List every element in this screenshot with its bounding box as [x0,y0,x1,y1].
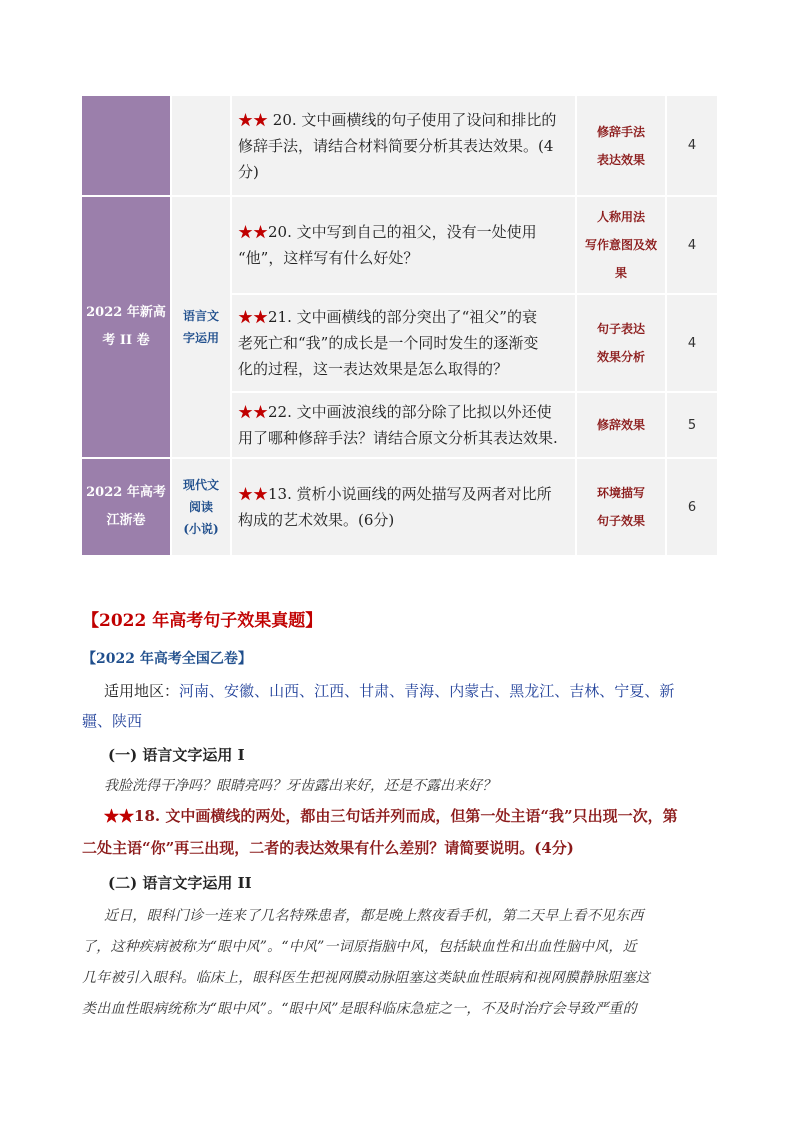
point-cell [577,393,665,457]
score-cell: 4 [667,295,717,391]
point-text: 写作意图及效 [584,238,657,252]
score-cell: 6 [667,459,717,555]
point-text: 修辞效果 [596,418,645,432]
region: 新 [659,682,675,700]
region: 甘肃 [359,682,390,700]
category-cell [172,197,230,457]
question-text: 修辞手法，请结合材料简要分析其表达效果。(4 [238,136,554,155]
part-heading: (二) 语言文字运用 II [108,874,252,892]
question-text: 化的过程，这一表达效果是怎么取得的？ [238,360,509,378]
exam-name: 江浙卷 [106,513,146,528]
difficulty-stars: ★★ [238,485,269,503]
region: 内蒙古 [449,682,495,700]
region: 吉林 [569,682,600,700]
regions-line-2: 疆、陕西 [82,712,143,730]
paragraph-line: 了，这种疾病被称为“眼中风”。“中风”一词原指脑中风，包括缺血性和出血性脑中风，近 [82,939,637,955]
question-text: “他”，这样写有什么好处？ [238,249,419,267]
category-name: 现代文 [182,478,219,492]
exam-cell [82,459,170,555]
question-text: 21. 文中画横线的部分突出了“祖父”的衰 [268,308,537,326]
exam-name: 2022 年高考 [86,485,166,500]
point-text: 果 [614,266,627,280]
part-heading: (一) 语言文字运用 I [108,746,245,764]
difficulty-stars: ★★ [238,308,269,326]
point-cell [577,295,665,391]
question-18-line-2: 二处主语“你”再三出现，二者的表达效果有什么差别？请简要说明。(4分) [82,839,574,857]
point-text: 句子效果 [596,514,645,528]
difficulty-stars: ★★ [238,110,269,129]
question-cell [232,393,575,457]
exam-cell-empty [82,96,170,195]
question-cell [232,197,575,293]
score-cell: 5 [667,393,717,457]
score-cell: 4 [667,197,717,293]
paragraph-line: 几年被引入眼科。临床上，眼科医生把视网膜动脉阻塞这类缺血性眼病和视网膜静脉阻塞这 [82,970,650,986]
region: 黑龙江 [509,682,555,700]
question-text: 20. 文中画横线的句子使用了设问和排比的 [268,110,557,129]
paragraph-line: 类出血性眼病统称为“眼中风”。“眼中风”是眼科临床急症之一，不及时治疗会导致严重的 [82,1001,637,1017]
question-text: 18. 文中画横线的两处，都由三句话并列而成，但第一处主语“我”只出现一次，第 [134,807,678,825]
question-cell [232,295,575,391]
point-cell [577,459,665,555]
difficulty-stars: ★★ [104,807,135,825]
category-name: 语言文 [182,309,219,323]
point-text: 句子表达 [596,322,645,336]
point-cell [577,96,665,195]
region: 山西 [269,682,300,700]
point-text: 环境描写 [596,486,645,500]
region: 青海 [404,682,435,700]
point-text: 表达效果 [596,152,645,167]
paragraph-line: 近日，眼科门诊一连来了几名特殊患者，都是晚上熬夜看手机，第二天早上看不见东西 [104,908,644,924]
region: 河南 [179,682,210,700]
question-text: 分) [238,162,259,181]
regions-line: 适用地区：河南、安徽、山西、江西、甘肃、青海、内蒙古、黑龙江、吉林、宁夏、新 [104,682,675,700]
question-cell [232,459,575,555]
exam-subtitle: 【2022 年高考全国乙卷】 [82,651,252,667]
region: 宁夏 [614,682,645,700]
category-name: 阅读 [188,500,213,514]
point-cell [577,197,665,293]
exam-cell [82,197,170,457]
point-text: 效果分析 [596,350,645,364]
question-cell [232,96,575,195]
difficulty-stars: ★★ [238,223,269,241]
category-cell [172,459,230,555]
point-text: 修辞手法 [596,124,645,139]
category-cell-empty [172,96,230,195]
exam-name: 2022 年新高 [86,305,166,320]
category-name: (小说) [183,522,219,536]
question-text: 构成的艺术效果。(6分) [238,511,395,529]
category-name: 字运用 [182,331,219,345]
score-cell: 4 [667,96,717,195]
section-title: 【2022 年高考句子效果真题】 [82,611,323,631]
questions-table [82,96,711,555]
quote-text: 我脸洗得干净吗？眼睛亮吗？牙齿露出来好，还是不露出来好？ [104,778,496,794]
question-text: 20. 文中写到自己的祖父，没有一处使用 [268,223,537,241]
question-text: 老死亡和“我”的成长是一个同时发生的逐渐变 [238,334,539,352]
region: 安徽 [224,682,255,700]
question-text: 22. 文中画波浪线的部分除了比拟以外还使 [268,403,552,421]
exam-name: 考 II 卷 [102,333,150,348]
question-text: 13. 赏析小说画线的两处描写及两者对比所 [268,485,552,503]
question-18 [104,805,678,826]
question-text: 用了哪种修辞手法？请结合原文分析其表达效果. [238,429,558,447]
region: 江西 [314,682,345,700]
point-text: 人称用法 [596,210,645,224]
regions-label: 适用地区： [104,682,180,700]
difficulty-stars: ★★ [238,403,269,421]
